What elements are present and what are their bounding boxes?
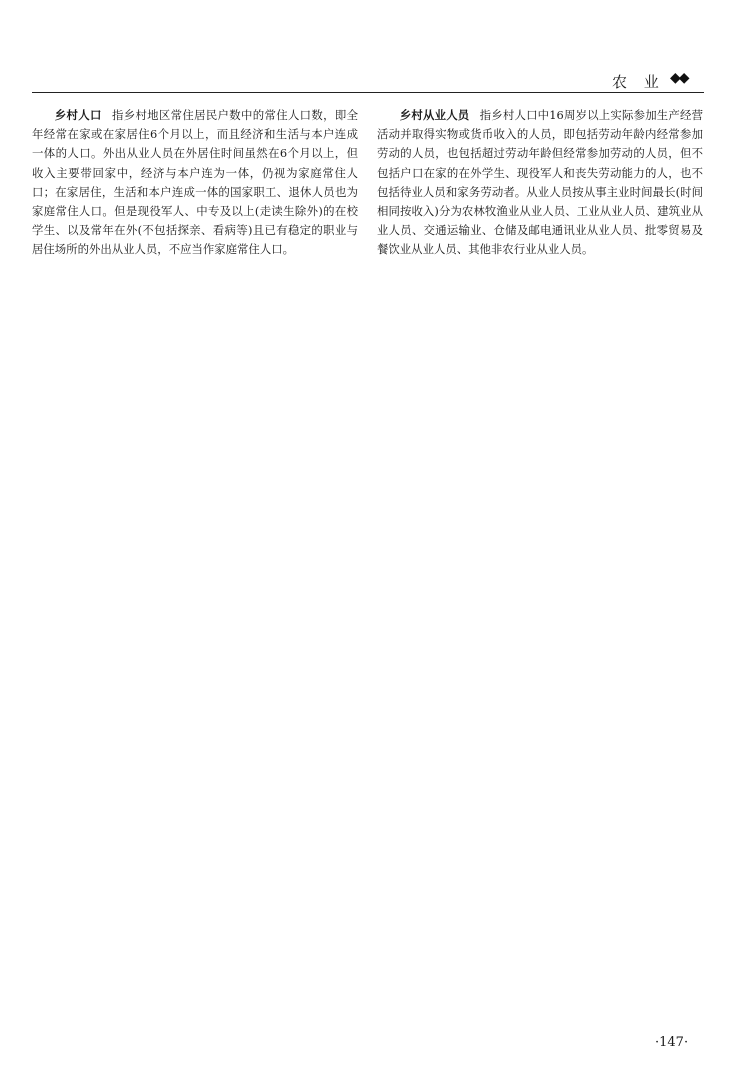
entry-definition: 指乡村人口中16周岁以上实际参加生产经营活动并取得实物或货币收入的人员，即包括劳动年龄内经常参加劳动的人员，也包括超过劳动年龄但经常参加劳动的人员，但不包括户口在家的在外学生、现役军人和丧失劳动能力的人，也不包括待业人员和家务劳动者。从业人员按从事主业时间最长(时间相同按收入)分为农林牧渔业从业人员、工业从业人员、建筑业从业人员、交通运输业、仓储及邮电通讯业从业人员、批零贸易及餐饮业从业人员、其他非农行业从业人员。 bbox=[377, 108, 703, 257]
running-header bbox=[0, 64, 731, 94]
entry-rural-employed-persons bbox=[377, 106, 703, 260]
diamond-ornament-icon: ◆◆ bbox=[670, 70, 688, 86]
page-number: ·147· bbox=[655, 1035, 689, 1050]
entry-term: 乡村人口 bbox=[54, 108, 102, 122]
header-rule bbox=[32, 92, 704, 93]
entry-definition: 指乡村地区常住居民户数中的常住人口数，即全年经常在家或在家居住6个月以上，而且经济和生活与本户连成一体的人口。外出从业人员在外居住时间虽然在6个月以上，但收入主要带回家中，经济与本户连为一体，仍视为家庭常住人口；在家居住，生活和本户连成一体的国家职工、退休人员也为家庭常住人口。但是现役军人、中专及以上(走读生除外)的在校学生、以及常年在外(不包括探亲、看病等)且已有稳定的职业与居住场所的外出从业人员，不应当作家庭常住人口。 bbox=[32, 108, 358, 257]
section-label: 农 业 bbox=[612, 73, 665, 91]
entry-term: 乡村从业人员 bbox=[399, 108, 470, 122]
entry-rural-population bbox=[32, 106, 358, 260]
